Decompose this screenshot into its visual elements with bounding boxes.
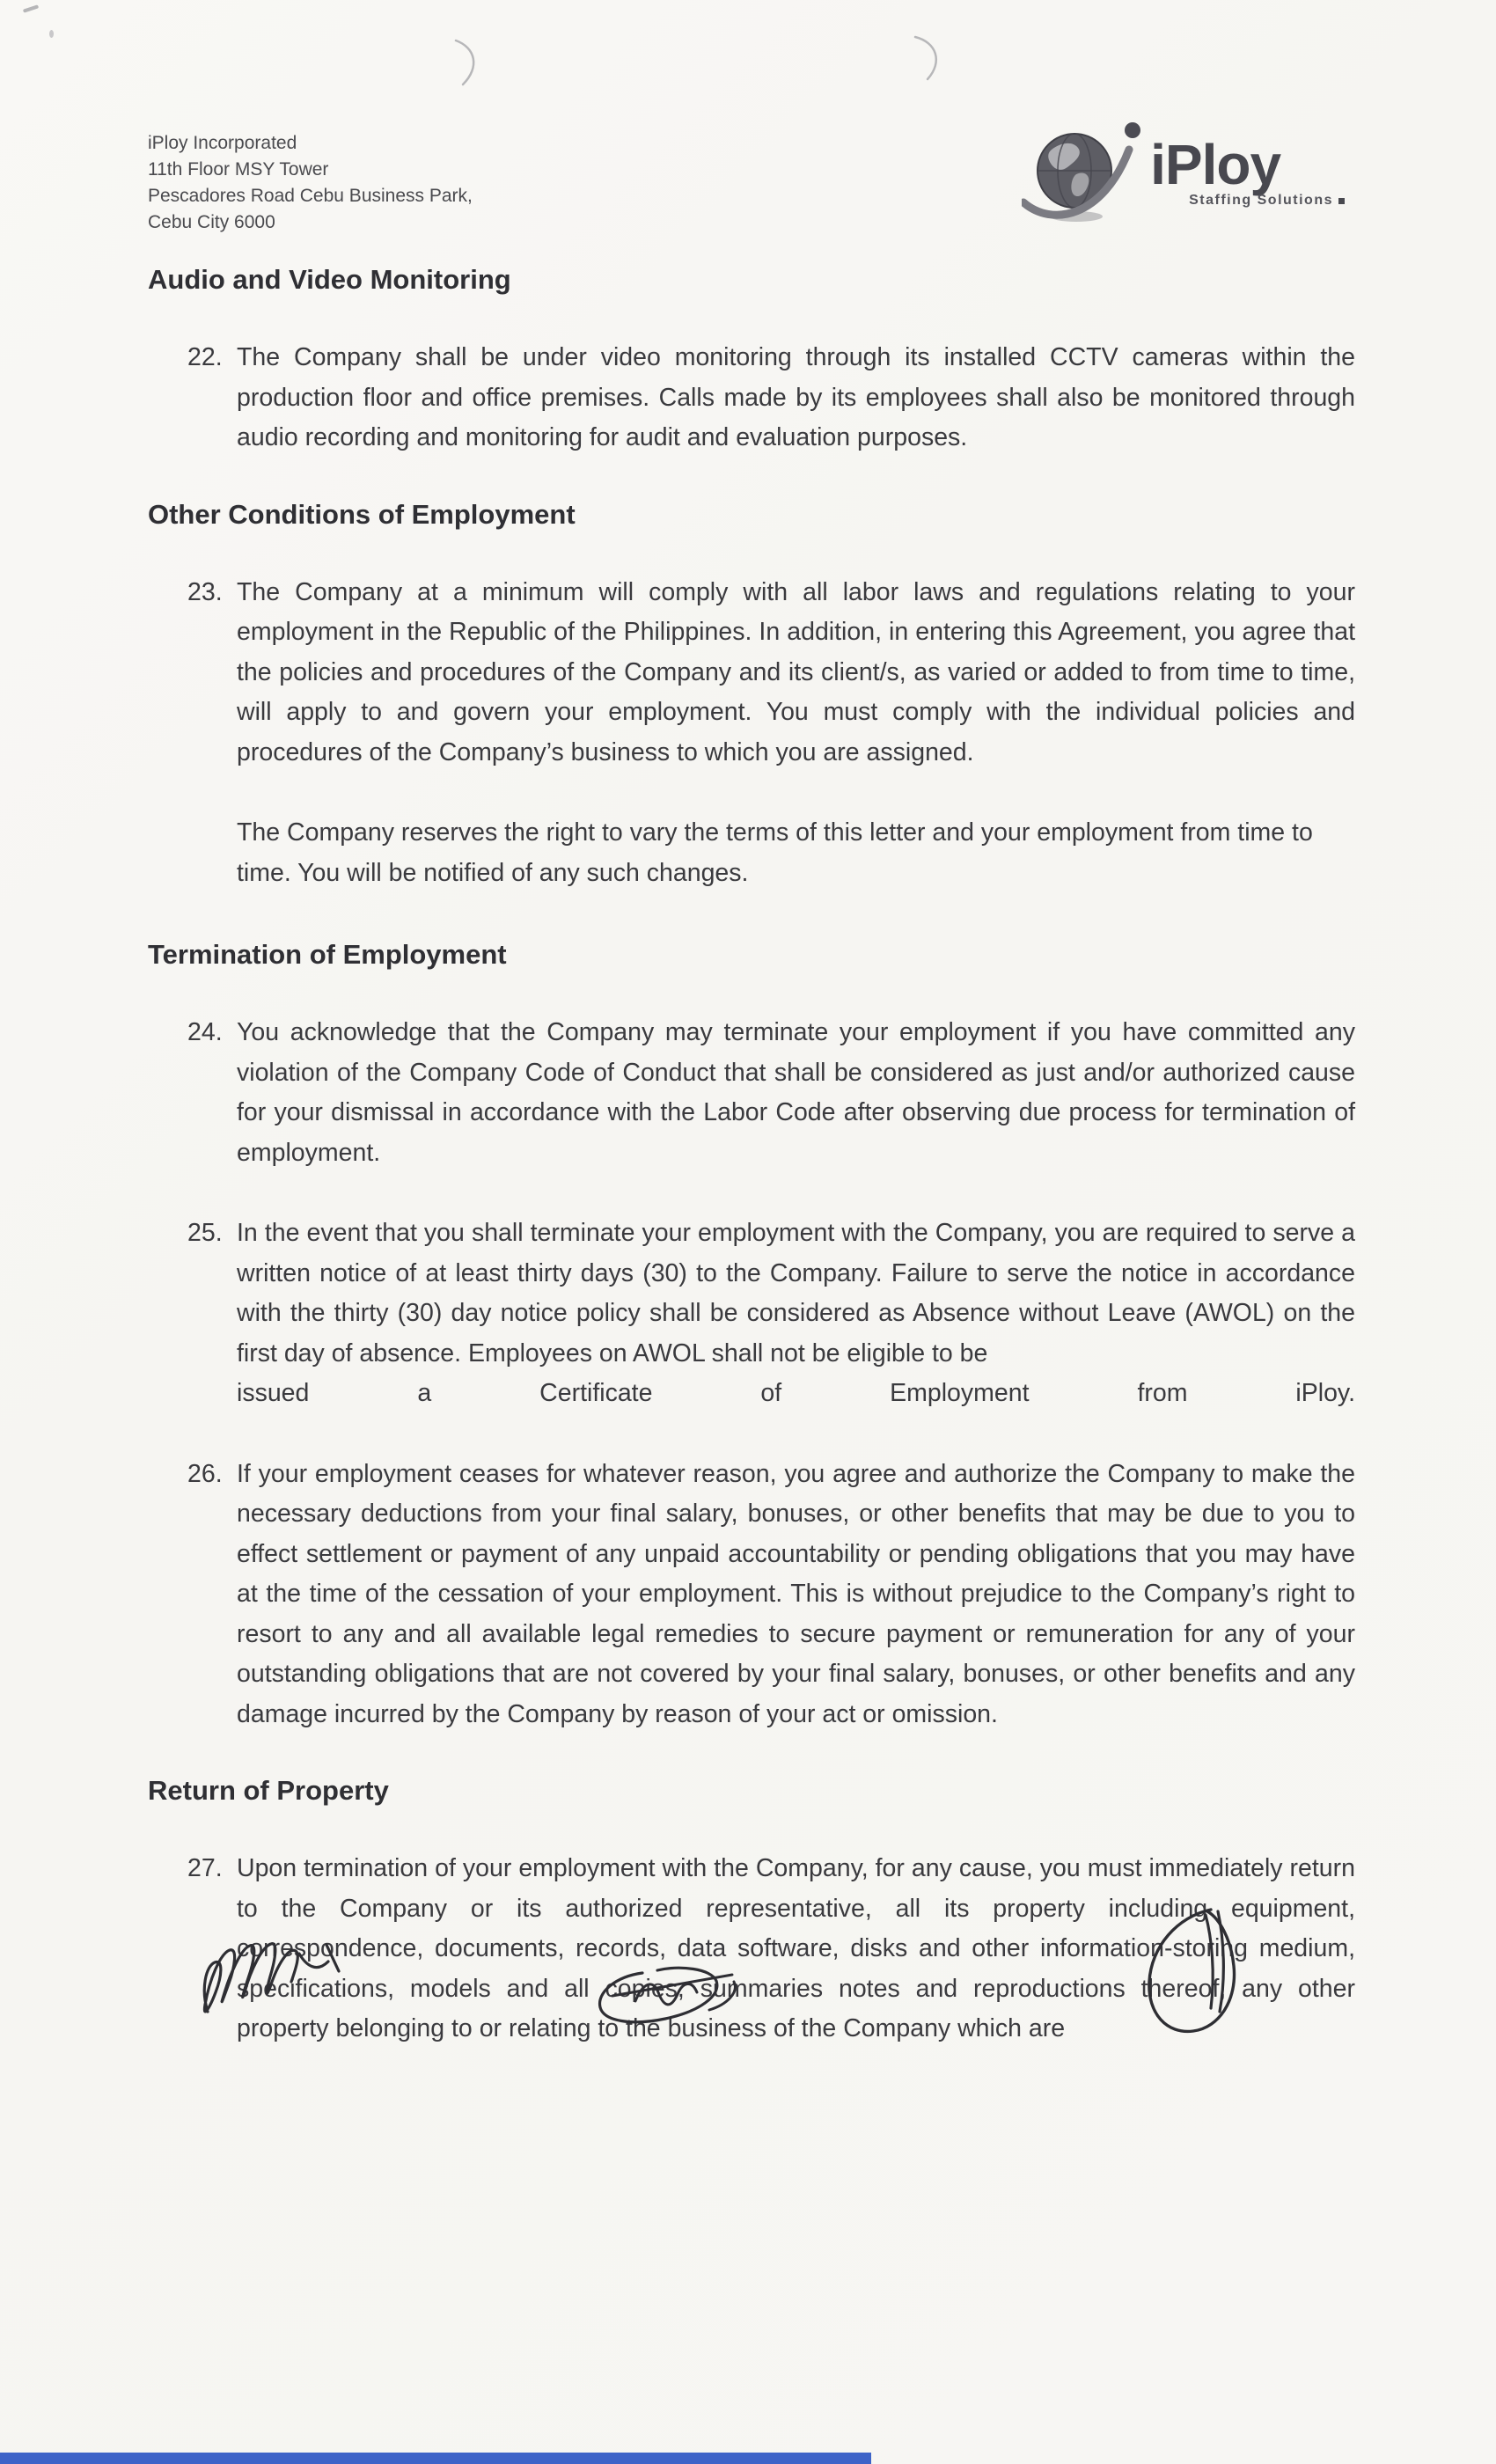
address-line: Cebu City 6000 xyxy=(148,212,275,232)
clause-text-main: In the event that you shall terminate your employment with the Company, you are required to serve a written notice of at least thirty days (30) to the Company. Failure to serve the notice in accordance with the thirty (30) day notice policy shall be considered as Absence without Leave (AWOL) on the first day of absence. Employees on AWOL shall not be eligible to be xyxy=(237,1219,1355,1368)
letter-body xyxy=(148,264,1355,2090)
clause-number: 23. xyxy=(187,577,223,606)
address-line: 11th Floor MSY Tower xyxy=(148,159,329,180)
clause-23-continuation-paragraph: The Company reserves the right to vary the terms of this letter and your employment from time to time. You will be notified of any such changes. xyxy=(237,818,1313,887)
section-heading-audio-video-monitoring: Audio and Video Monitoring xyxy=(148,264,511,295)
clause-number: 24. xyxy=(187,1018,223,1046)
address-line: iPloy Incorporated xyxy=(148,133,297,153)
paper-curl-arc-icon xyxy=(429,39,500,92)
logo-text xyxy=(1150,133,1345,209)
section-heading-return-of-property: Return of Property xyxy=(148,1775,389,1806)
clause-number: 27. xyxy=(187,1854,223,1882)
company-logo xyxy=(1022,116,1345,231)
clause-text: The Company shall be under video monitoring through its installed CCTV cameras within the production floor and office premises. Calls made by its employees shall also be monitored through audio recording and monitoring for audit and evaluation purposes. xyxy=(237,343,1355,451)
clause-number: 22. xyxy=(187,343,223,371)
scan-artifact-mark xyxy=(23,4,39,12)
clause-22 xyxy=(187,338,1355,458)
clause-text: The Company at a minimum will comply with all labor laws and regulations relating to your employment in the Republic of the Philippines. In addition, in entering this Agreement, you agree that the policies and procedures of the Company and its client/s, as varied or added to from time to time, will apply to and govern your employment. You must comply with the individual policies and procedures of the Company’s business to which you are assigned. xyxy=(237,577,1355,766)
section-heading-termination: Termination of Employment xyxy=(148,939,507,970)
address-line: Pescadores Road Cebu Business Park, xyxy=(148,186,473,206)
scan-artifact-dot xyxy=(49,30,54,38)
company-address xyxy=(148,130,473,236)
clause-number: 26. xyxy=(187,1459,223,1488)
clause-number: 25. xyxy=(187,1219,223,1247)
paper-curl-arc-icon xyxy=(891,35,961,88)
scan-edge-blue-bar xyxy=(0,2453,871,2464)
clause-26 xyxy=(187,1455,1355,1735)
clause-text: Upon termination of your employment with the Company, for any cause, you must immediately return to the Company or its authorized representative, all its property including equipment, correspondence, documents, records, data software, disks and other information-storing medium, specifications, models and all copies, summaries notes and reproductions thereof, any other property belonging to or relating to the business of the Company which are xyxy=(237,1854,1355,2042)
logo-tagline: Staffing Solutions xyxy=(1189,193,1345,209)
clause-24 xyxy=(187,1013,1355,1173)
clause-text: You acknowledge that the Company may terminate your employment if you have committed any violation of the Company Code of Conduct that shall be considered as just and/or authorized cause for your dismissal in accordance with the Labor Code after observing due process for termination of employment. xyxy=(237,1018,1355,1167)
section-heading-other-conditions: Other Conditions of Employment xyxy=(148,498,576,530)
clause-25 xyxy=(187,1214,1355,1414)
clause-text xyxy=(237,1214,1355,1414)
globe-swoosh-icon xyxy=(1022,116,1145,231)
clause-text: If your employment ceases for whatever reason, you agree and authorize the Company to make the necessary deductions from your final salary, bonuses, or other benefits that may be due to you to effect settlement or payment of any unpaid accountability or pending obligations that you may have at the time of the cessation of your employment. This is without prejudice to the Company’s right to resort to any and all available legal remedies to secure payment or remuneration for any of your outstanding obligations that are not covered by your final salary, bonuses, or other benefits and any damage incurred by the Company by reason of your act or omission. xyxy=(237,1459,1355,1728)
clause-27 xyxy=(187,1849,1355,2050)
clause-justified-last-line: issued a Certificate of Employment from iPloy. xyxy=(237,1379,1355,1407)
clause-23 xyxy=(187,573,1355,774)
logo-brand-name: iPloy xyxy=(1150,133,1281,196)
